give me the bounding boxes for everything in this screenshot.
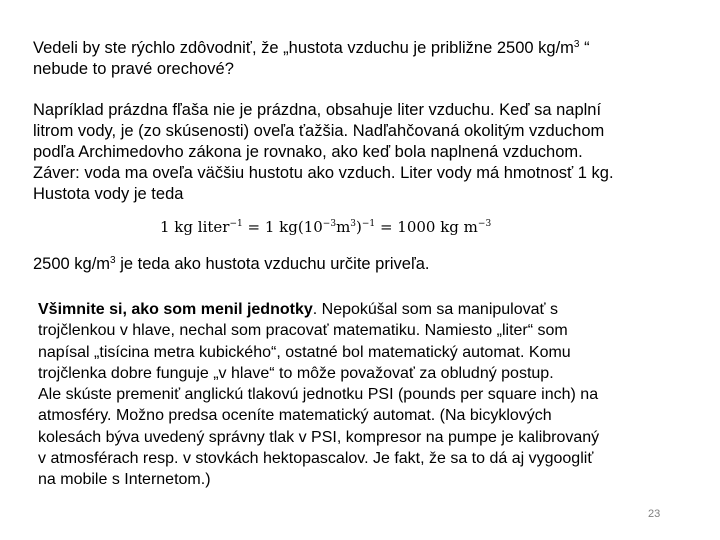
- density-formula: 1 kg liter$^{-1}$ = 1 $kg(10^{-3}m^3)^{-1} = 1000$ kg $m^{-3}$: [160, 218, 492, 236]
- explanation-line: Napríklad prázdna fľaša nie je prázdna, obsahuje liter vzduchu. Keď sa naplní: [33, 101, 602, 119]
- note-line: na mobile s Internetom.): [38, 471, 211, 489]
- explanation-line: Hustota vody je teda: [33, 185, 184, 203]
- page-number: 23: [648, 508, 661, 520]
- question-paragraph: [33, 38, 590, 80]
- note-line: v atmosférach resp. v stovkách hektopascalov. Je fakt, že sa to dá aj vygoogliť: [38, 450, 594, 468]
- note-emphasis: Všimnite si, ako som menil jednotky: [38, 301, 313, 318]
- question-line-1: Vedeli by ste rýchlo zdôvodniť, že „hustota vzduchu je približne 2500 $kg/m^3$ “: [33, 39, 590, 57]
- explanation-line: litrom vody, je (zo skúsenosti) oveľa ťažšia. Nadľahčovaná okolitým vzduchom: [33, 122, 605, 140]
- note-line: trojčlenkou v hlave, nechal som pracovať matematiku. Namiesto „liter“ som: [38, 322, 568, 340]
- explanation-paragraph: [33, 100, 614, 205]
- explanation-line: podľa Archimedovho zákona je rovnako, ako keď bola naplnená vzduchom.: [33, 143, 583, 161]
- note-line: trojčlenka dobre funguje „v hlave“ to môže považovať za obludný postup.: [38, 364, 554, 382]
- conclusion-paragraph: 2500 $kg/m^3$ je teda ako hustota vzduchu určite priveľa.: [33, 255, 430, 273]
- question-line-2: nebude to pravé orechové?: [33, 60, 234, 78]
- note-paragraph: [38, 299, 599, 491]
- exponent: 3: [110, 255, 116, 266]
- explanation-line: Záver: voda ma oveľa väčšiu hustotu ako vzduch. Liter vody má hmotnosť 1 kg.: [33, 164, 614, 182]
- note-line: Ale skúste premeniť anglickú tlakovú jednotku PSI (pounds per square inch) na: [38, 386, 599, 404]
- exponent: 3: [573, 39, 580, 50]
- note-line: napísal „tisícina metra kubického“, ostatné bol matematický automat. Komu: [38, 343, 571, 361]
- note-line-1: Všimnite si, ako som menil jednotky. Nepokúšal som sa manipulovať s: [38, 301, 558, 318]
- note-line: kolesách býva uvedený správny tlak v PSI, kompresor na pumpe je kalibrovaný: [38, 428, 600, 446]
- note-line: atmosféry. Možno predsa oceníte matematický automat. (Na bicyklových: [38, 407, 552, 425]
